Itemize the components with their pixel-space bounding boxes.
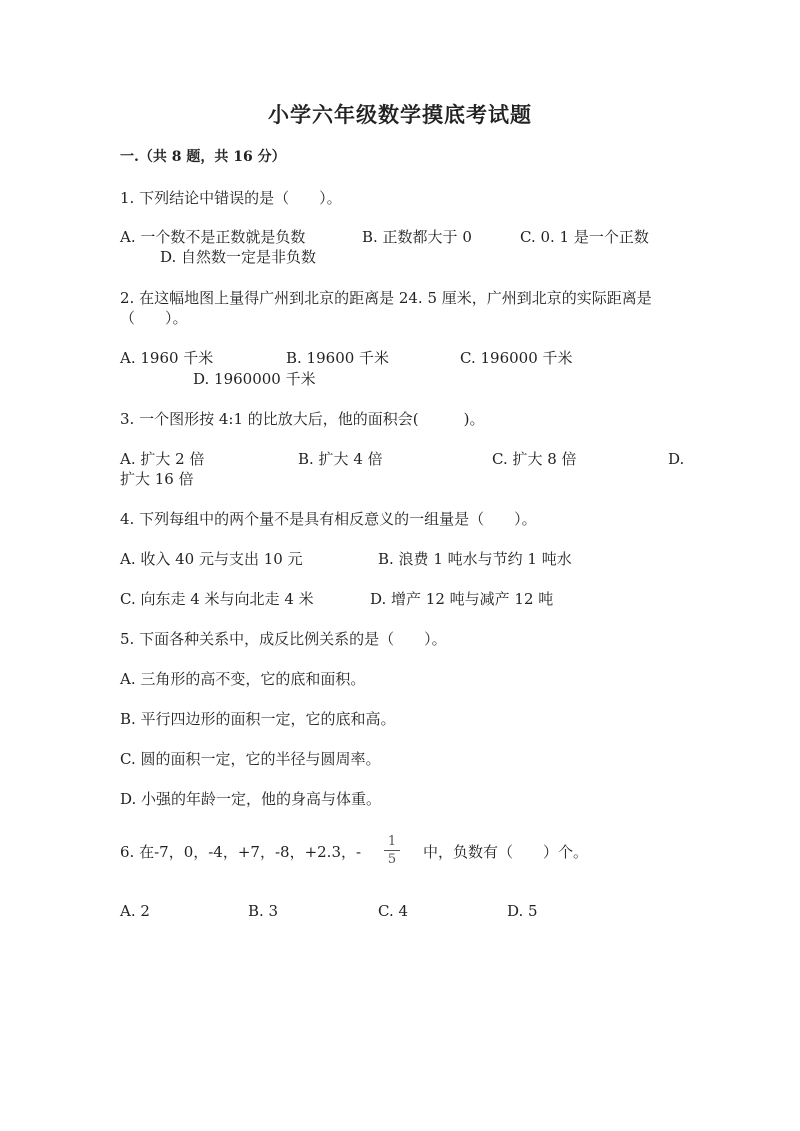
question-6-option-d: D. 5 — [507, 902, 538, 920]
question-6-stem-prefix: 6. 在-7，0，-4，+7，-8，+2.3，- — [120, 843, 362, 861]
question-5-stem: 5. 下面各种关系中，成反比例关系的是（ ）。 — [120, 630, 447, 648]
fraction-one-fifth — [384, 834, 400, 867]
section-heading: 一.（共 8 题，共 16 分） — [120, 149, 286, 165]
question-3-option-a: A. 扩大 2 倍 — [120, 450, 205, 468]
question-5-option-a: A. 三角形的高不变，它的底和面积。 — [120, 670, 366, 688]
question-2-option-d: D. 1960000 千米 — [193, 370, 316, 388]
fraction-bar — [384, 850, 400, 851]
question-1-option-d: D. 自然数一定是非负数 — [160, 248, 317, 266]
question-1-option-a: A. 一个数不是正数就是负数 — [120, 228, 306, 246]
question-1-option-c: C. 0. 1 是一个正数 — [520, 228, 649, 246]
fraction-denominator: 5 — [387, 852, 397, 867]
question-3-option-d-text: 扩大 16 倍 — [120, 470, 194, 488]
question-6-option-b: B. 3 — [248, 902, 279, 920]
question-6-option-c: C. 4 — [378, 902, 409, 920]
question-5-option-b: B. 平行四边形的面积一定，它的底和高。 — [120, 710, 396, 728]
question-3-stem: 3. 一个图形按 4:1 的比放大后，他的面积会( )。 — [120, 410, 485, 428]
question-6-stem-suffix: 中，负数有（ ）个。 — [423, 843, 589, 861]
question-5-option-c: C. 圆的面积一定，它的半径与圆周率。 — [120, 750, 381, 768]
question-2-stem-line1: 2. 在这幅地图上量得广州到北京的距离是 24. 5 厘米，广州到北京的实际距离是 — [120, 289, 652, 307]
question-2-option-a: A. 1960 千米 — [120, 349, 214, 367]
page-title: 小学六年级数学摸底考试题 — [268, 102, 532, 127]
question-4-stem: 4. 下列每组中的两个量不是具有相反意义的一组量是（ ）。 — [120, 510, 537, 528]
question-4-option-a: A. 收入 40 元与支出 10 元 — [120, 550, 303, 568]
question-2-option-b: B. 19600 千米 — [286, 349, 390, 367]
question-4-option-d: D. 增产 12 吨与减产 12 吨 — [370, 590, 554, 608]
question-2-option-c: C. 196000 千米 — [460, 349, 573, 367]
question-6-option-a: A. 2 — [120, 902, 150, 920]
question-3-option-d-label: D. — [668, 450, 685, 468]
question-1-option-b: B. 正数都大于 0 — [362, 228, 472, 246]
question-3-option-b: B. 扩大 4 倍 — [298, 450, 383, 468]
question-3-option-c: C. 扩大 8 倍 — [492, 450, 577, 468]
question-4-option-b: B. 浪费 1 吨水与节约 1 吨水 — [378, 550, 572, 568]
question-5-option-d: D. 小强的年龄一定，他的身高与体重。 — [120, 790, 382, 808]
question-1-stem: 1. 下列结论中错误的是（ ）。 — [120, 189, 342, 207]
fraction-numerator: 1 — [387, 834, 397, 849]
question-2-stem-line2: （ ）。 — [120, 309, 188, 327]
question-4-option-c: C. 向东走 4 米与向北走 4 米 — [120, 590, 314, 608]
